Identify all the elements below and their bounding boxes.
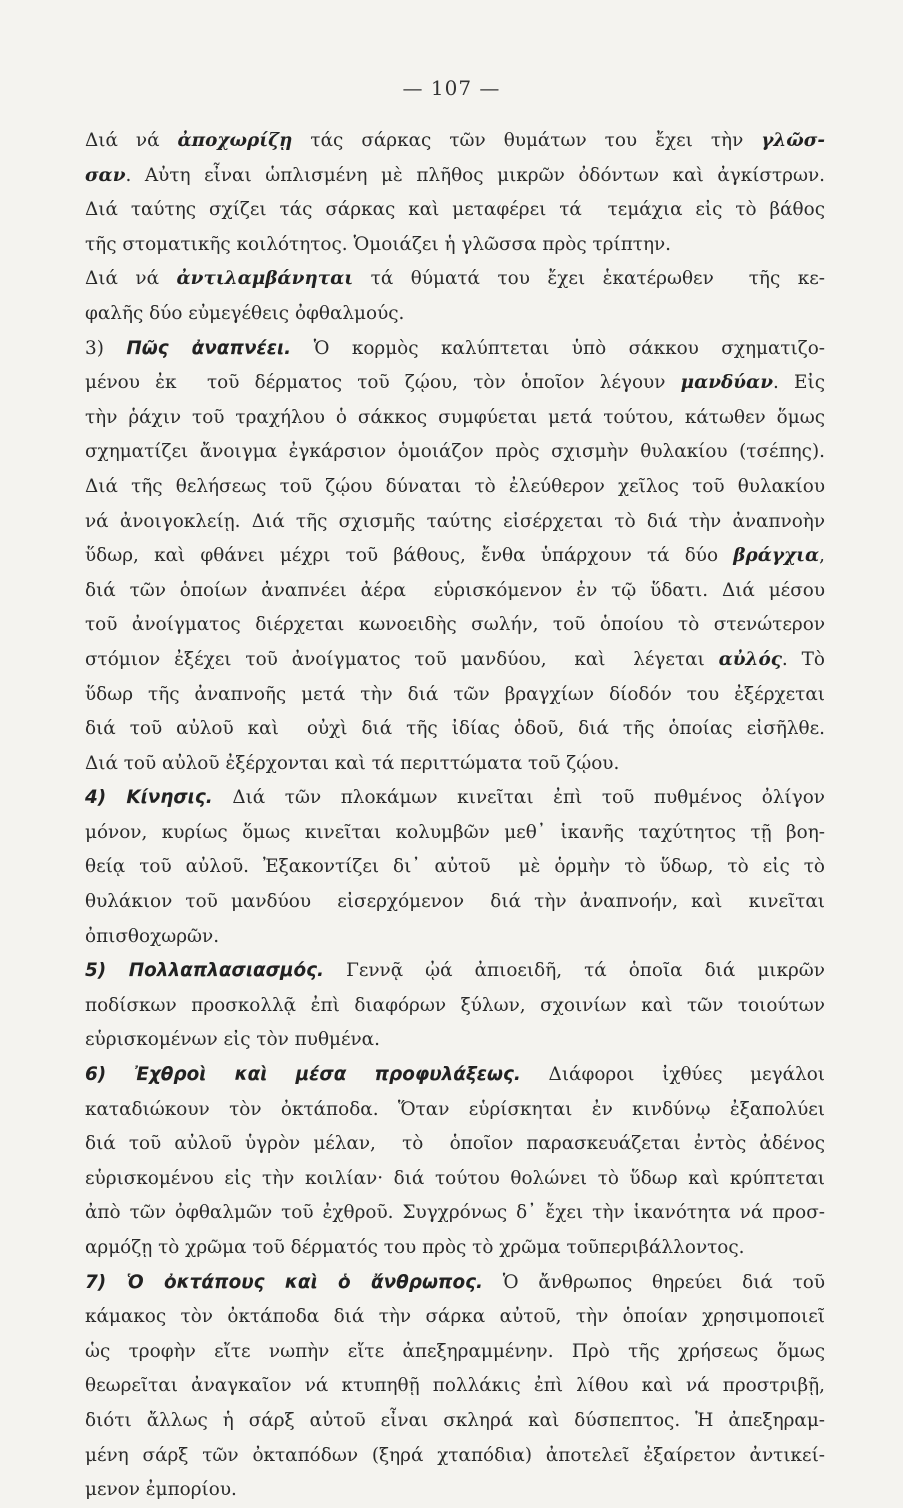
text-run: θείᾳ τοῦ αὐλοῦ. Ἐξακοντίζει δι᾽ αὐτοῦ μὲ ὁρμὴν τὸ ὕδωρ, τὸ εἰς τὸ	[85, 856, 825, 878]
text-run: σχηματίζει ἄνοιγμα ἐγκάρσιον ὁμοιάζον πρὸς σχισμὴν θυλακίου (τσέπης).	[85, 441, 825, 463]
text-line	[85, 1196, 825, 1231]
text-line	[85, 1127, 825, 1162]
text-run: ὡς τροφὴν εἴτε νωπὴν εἴτε ἀπεξηραμμένην. Πρὸ τῆς χρήσεως ὅμως	[85, 1340, 825, 1362]
text-run: καταδιώκουν τὸν ὀκτάποδα. Ὅταν εὑρίσκηται ἐν κινδύνῳ ἐξαπολύει	[85, 1098, 825, 1120]
text-line	[85, 1058, 825, 1093]
text-run: εὑρισκομένων εἰς τὸν πυθμένα.	[85, 1029, 380, 1051]
text-run: κάμακος τὸν ὀκτάποδα διά τὴν σάρκα αὐτοῦ, τὴν ὁποίαν χρησιμοποιεῖ	[85, 1306, 825, 1328]
emphasized-term: γλῶσ-	[761, 130, 825, 151]
section-heading: 5) Πολλαπλασιασμός.	[85, 960, 325, 982]
text-run: διά τῶν ὁποίων ἀναπνέει ἀέρα εὑρισκόμενον ἐν τῷ ὕδατι. Διά μέσου	[85, 579, 825, 601]
text-run: μόνον, κυρίως ὅμως κινεῖται κολυμβῶν μεθ᾽ ἱκανῆς ταχύτητος τῇ βοη-	[85, 821, 825, 843]
text-line	[85, 1231, 825, 1266]
text-line	[85, 470, 825, 505]
text-run: Διά τοῦ αὐλοῦ ἐξέρχονται καὶ τά περιττώματα τοῦ ζῴου.	[85, 752, 620, 774]
text-line	[85, 1266, 825, 1301]
text-run: αρμόζῃ τὸ χρῶμα τοῦ δέρματός του πρὸς τὸ χρῶμα τοῦπεριβάλλοντος.	[85, 1237, 745, 1258]
text-line	[85, 678, 825, 713]
text-run: . Τὸ	[781, 648, 825, 670]
text-run: μένη σάρξ τῶν ὀκταπόδων (ξηρά χταπόδια) ἀποτελεῖ ἐξαίρετον ἀντικεί-	[85, 1444, 825, 1466]
text-line	[85, 989, 825, 1024]
text-run: εὑρισκομένου εἰς τὴν κοιλίαν· διά τούτου θολώνει τὸ ὕδωρ καὶ κρύπτεται	[85, 1167, 825, 1189]
text-run: μενον ἐμπορίου.	[85, 1479, 237, 1501]
emphasized-term: αὐλός	[718, 648, 782, 670]
text-run: διά τοῦ αὐλοῦ καὶ οὐχὶ διά τῆς ἰδίας ὁδοῦ, διά τῆς ὁποίας εἰσῆλθε.	[85, 718, 825, 740]
text-line	[85, 1300, 825, 1335]
text-line	[85, 885, 825, 920]
text-line	[85, 712, 825, 747]
text-run: Διά νά	[85, 268, 177, 290]
text-run: θυλάκιον τοῦ μανδύου εἰσερχόμενον διά τὴν ἀναπνοήν, καὶ κινεῖται	[85, 891, 825, 913]
text-run: στόμιον ἐξέχει τοῦ ἀνοίγματος τοῦ μανδύου, καὶ λέγεται	[85, 648, 719, 670]
text-line	[85, 366, 825, 401]
text-run: ὀπισθοχωρῶν.	[85, 925, 220, 947]
text-line	[85, 1369, 825, 1404]
text-run: Διά νά	[85, 130, 178, 151]
text-line	[85, 608, 825, 643]
text-run: τά θύματά του ἔχει ἑκατέρωθεν τῆς κε-	[353, 268, 825, 290]
page-number: — 107 —	[402, 76, 501, 100]
emphasized-term: ἀντιλαμβάνηται	[176, 268, 354, 290]
text-line	[85, 1439, 825, 1474]
text-line	[85, 262, 825, 297]
text-run: Ὁ ἄνθρωπος θηρεύει διά τοῦ	[483, 1271, 825, 1293]
section-heading: 7) Ὁ ὀκτάπους καὶ ὁ ἄνθρωπος.	[85, 1271, 484, 1293]
text-line	[85, 332, 825, 367]
text-line	[85, 401, 825, 436]
text-line	[85, 505, 825, 540]
text-run: τάς σάρκας τῶν θυμάτων του ἔχει τὴν	[292, 130, 762, 151]
emphasized-term: ἀποχωρίζῃ	[177, 130, 293, 151]
section-heading: 6) Ἐχθροὶ καὶ μέσα προφυλάξεως.	[85, 1064, 521, 1086]
text-run: 3)	[85, 337, 127, 359]
text-line	[85, 574, 825, 609]
text-run: Διά τῆς θελήσεως τοῦ ζῴου δύναται τὸ ἐλεύθερον χεῖλος τοῦ θυλακίου	[85, 475, 825, 497]
emphasized-term: σαν	[85, 164, 126, 186]
text-line	[85, 193, 825, 228]
text-run: ὕδωρ, καὶ φθάνει μέχρι τοῦ βάθους, ἔνθα ὑπάρχουν τά δύο	[85, 545, 734, 567]
text-line	[85, 1093, 825, 1128]
text-line	[85, 920, 825, 955]
text-line	[85, 954, 825, 989]
text-run: ,	[819, 545, 825, 567]
text-run: νά ἀνοιγοκλείῃ. Διά τῆς σχισμῆς ταύτης εἰσέρχεται τὸ διά τὴν ἀναπνοὴν	[85, 510, 825, 532]
text-line	[85, 1162, 825, 1197]
text-run: τοῦ ἀνοίγματος διέρχεται κωνοειδὴς σωλήν, τοῦ ὁποίου τὸ στενώτερον	[85, 614, 825, 636]
text-line	[85, 1023, 825, 1058]
section-heading: 4) Κίνησις.	[85, 787, 213, 809]
text-line	[85, 747, 825, 782]
text-line	[85, 539, 825, 574]
text-run: Διά τῶν πλοκάμων κινεῖται ἐπὶ τοῦ πυθμένος ὀλίγον	[212, 787, 825, 809]
text-run: Διά ταύτης σχίζει τάς σάρκας καὶ μεταφέρει τά τεμάχια εἰς τὸ βάθος	[85, 199, 825, 221]
text-run: ἀπὸ τῶν ὀφθαλμῶν τοῦ ἐχθροῦ. Συγχρόνως δ᾽ ἔχει τὴν ἱκανότητα νά προσ-	[85, 1202, 825, 1224]
text-line	[85, 816, 825, 851]
text-line	[85, 643, 825, 678]
emphasized-term: μανδύαν	[680, 372, 773, 394]
body-text	[85, 124, 825, 1508]
text-run: Διάφοροι ἰχθύες μεγάλοι	[520, 1064, 825, 1086]
emphasized-term: βράγχια	[733, 545, 820, 567]
text-run: . Αὐτη εἶναι ὡπλισμένη μὲ πλῆθος μικρῶν ὀδόντων καὶ ἀγκίστρων.	[125, 164, 825, 186]
text-run: τὴν ῥάχιν τοῦ τραχήλου ὁ σάκκος συμφύεται μετά τούτου, κάτωθεν ὅμως	[85, 406, 825, 428]
text-run: Γεννᾷ ᾠά ἀπιοειδῆ, τά ὁποῖα διά μικρῶν	[324, 960, 825, 982]
text-run: ὕδωρ τῆς ἀναπνοῆς μετά τὴν διά τῶν βραγχίων δίοδόν του ἐξέρχεται	[85, 683, 825, 705]
text-line	[85, 159, 825, 194]
text-run: ποδίσκων προσκολλᾷ ἐπὶ διαφόρων ξύλων, σχοινίων καὶ τῶν τοιούτων	[85, 994, 825, 1016]
text-line	[85, 297, 825, 332]
text-line	[85, 850, 825, 885]
text-run: φαλῆς δύο εὐμεγέθεις ὀφθαλμούς.	[85, 302, 405, 324]
text-run: Ὁ κορμὸς καλύπτεται ὑπὸ σάκκου σχηματιζο-	[291, 337, 825, 359]
text-line	[85, 781, 825, 816]
text-run: διότι ἄλλως ἡ σάρξ αὐτοῦ εἶναι σκληρά καὶ δύσπεπτος. Ἡ ἀπεξηραμ-	[85, 1409, 825, 1431]
text-run: διά τοῦ αὐλοῦ ὑγρὸν μέλαν, τὸ ὁποῖον παρασκευάζεται ἐντὸς ἀδένος	[85, 1133, 825, 1155]
text-line	[85, 435, 825, 470]
text-run: τῆς στοματικῆς κοιλότητος. Ὁμοιάζει ἡ γλῶσσα πρὸς τρίπτην.	[85, 233, 671, 255]
text-run: θεωρεῖται ἀναγκαῖον νά κτυπηθῇ πολλάκις ἐπὶ λίθου καὶ νά προστριβῇ,	[85, 1375, 825, 1397]
text-line	[85, 1404, 825, 1439]
text-line	[85, 1335, 825, 1370]
text-line	[85, 228, 825, 263]
text-run: μένου ἐκ τοῦ δέρματος τοῦ ζῴου, τὸν ὁποῖον λέγουν	[85, 372, 681, 394]
text-line	[85, 1473, 825, 1508]
text-run: . Εἰς	[772, 372, 825, 394]
text-line	[85, 124, 825, 159]
section-heading: Πῶς ἀναπνέει.	[126, 337, 292, 359]
